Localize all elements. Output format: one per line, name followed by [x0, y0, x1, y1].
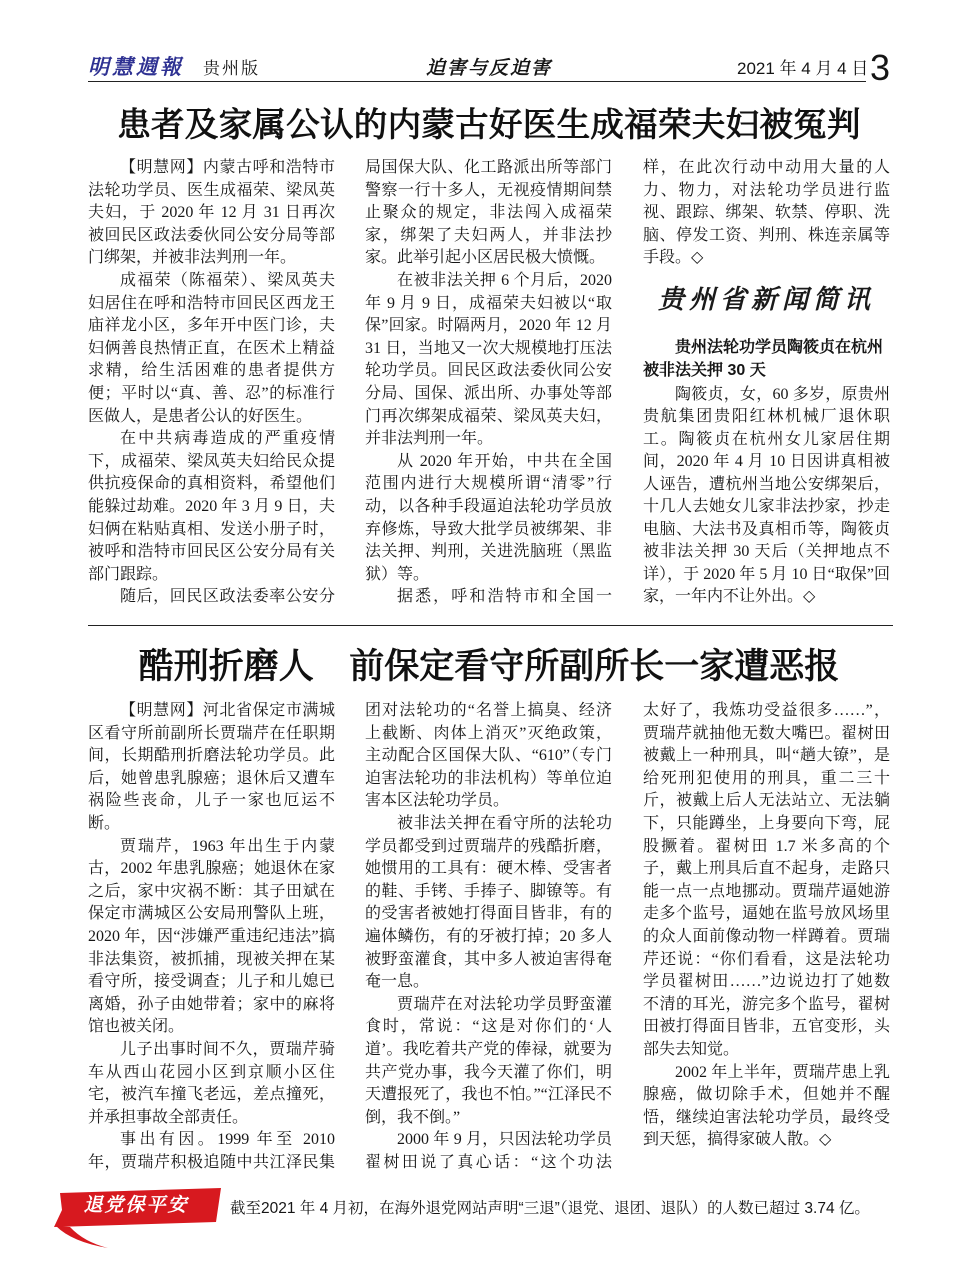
paragraph: 贾瑞芹在对法轮功学员野蛮灌食时，常说：“这是对你们的‘人道’。我吃着共产党的俸禄，就要为共产党办事，我今天灌了你们，明天遭报死了，我也不怕。”“江泽民不倒，我不倒。”: [365, 995, 612, 1126]
article1-column-3: [643, 157, 890, 270]
article1-headline: 患者及家属公认的内蒙古好医生成福荣夫妇被冤判: [117, 107, 861, 144]
article2-column-3: [643, 700, 890, 1152]
paragraph: 2002 年上半年，贾瑞芹患上乳腺癌，做切除手术，但她并不醒悟，继续迫害法轮功学员，最终受到天惩，搞得家破人散。◇: [643, 1063, 890, 1149]
paragraph: 贾瑞芹，1963 年出生于内蒙古，2002 年患乳腺癌；她退休在家之后，家中灾祸不断：其子田斌在保定市满城区公安局刑警队上班，2020 年，因“涉嫌严重违纪违法”搞非法集资，被抓捕，现被关押在某看守所，接受调查；儿子和儿媳已离婚，孙子由她带着；家中的麻将馆也被关闭。: [88, 837, 335, 1036]
page-number: 3: [870, 47, 891, 88]
paragraph-continued: 样，在此次行动中动用大量的人力、物力，对法轮功学员进行监视、跟踪、绑架、软禁、停职、洗脑、停发工资、判刑、株连亲属等手段。◇: [643, 159, 890, 267]
paragraph: 从 2020 年开始，中共在全国范围内进行大规模所谓“清零”行动，以各种手段逼迫法轮功学员放弃修炼，导致大批学员被绑架、非法关押、判刑，关进洗脑班（黑监狱）等。: [365, 452, 612, 583]
article2-column-1: [88, 700, 335, 1174]
paragraph-continued: 团对法轮功的“名誉上搞臭、经济上截断、肉体上消灭”灭绝政策，主动配合区国保大队、“610”（专门迫害法轮功的非法机构）等单位迫害本区法轮功学员。: [365, 702, 612, 810]
paragraph: 儿子出事时间不久，贾瑞芹骑车从西山花园小区到京顺小区住宅，被汽车撞飞老远，差点撞死，并承担事故全部责任。: [88, 1040, 335, 1126]
paragraph: 成福荣（陈福荣）、梁凤英夫妇居住在呼和浩特市回民区西龙王庙祥龙小区，多年开中医门诊，夫妇俩善良热情正直，在医术上精益求精，给生活困难的患者提供方便；平时以“真、善、忍”的标准行医做人，是患者公认的好医生。: [88, 271, 335, 425]
issue-date: 2021 年 4 月 4 日: [737, 59, 869, 78]
paragraph: 陶筱贞，女，60 多岁，原贵州贵航集团贵阳红林机械厂退休职工。陶筱贞在杭州女儿家居住期间，2020 年 4 月 10 日因讲真相被人诬告，遭杭州当地公安绑架后，十几人去她女儿家非法抄家，抄走电脑、大法书及真相币等，陶筱贞被非法关押 30 天后（关押地点不详），于 2020 年 5 月 10 日“取保”回家，一年内不让外出。◇: [643, 386, 890, 606]
footer-banner-label: 退党保平安: [83, 1195, 189, 1216]
masthead-divider: [88, 81, 866, 82]
article1-column-2: [365, 157, 612, 609]
page-section-title: 迫害与反迫害: [425, 58, 552, 79]
paragraph: 2000 年 9 月，只因法轮功学员翟树田说了真心话：“这个功法: [365, 1131, 612, 1171]
news-brief-section-title: 贵州省新闻简讯: [657, 285, 875, 315]
news-brief-body: [643, 384, 890, 609]
masthead-paper-name: 明慧週報: [88, 56, 184, 79]
article2-headline: 酷刑折磨人 前保定看守所副所长一家遭恶报: [138, 647, 840, 686]
paragraph: 【明慧网】河北省保定市满城区看守所前副所长贾瑞芹在任职期间，长期酷刑折磨法轮功学员。此后，她曾患乳腺癌；退休后又遭车祸险些丧命，儿子一家也厄运不断。: [88, 702, 335, 832]
paragraph: 在中共病毒造成的严重疫情下，成福荣、梁凤英夫妇给民众提供抗疫保命的真相资料，希望他们能躲过劫难。2020 年 3 月 9 日，夫妇俩在粘贴真相、发送小册子时，被呼和浩特市回民区公安分局有关部门跟踪。: [88, 430, 335, 583]
paragraph-continued: 局国保大队、化工路派出所等部门警察一行十多人，无视疫情期间禁止聚众的规定，非法闯入成福荣家，绑架了夫妇两人，并非法抄家。此举引起小区居民极大愤慨。: [365, 159, 612, 267]
paragraph: 事出有因。1999 年至 2010 年，贾瑞芹积极追随中共江泽民集: [88, 1131, 335, 1171]
article1-column-1: [88, 157, 335, 609]
article2-column-2: [365, 700, 612, 1174]
footer-notice: 截至2021 年 4 月初，在海外退党网站声明“三退”（退党、退团、退队）的人数已超过 3.74 亿。: [230, 1200, 870, 1217]
paragraph: 【明慧网】内蒙古呼和浩特市法轮功学员、医生成福荣、梁凤英夫妇，于 2020 年 12 月 31 日再次被回民区政法委伙同公安分局等部门绑架，并被非法判刑一年。: [88, 159, 335, 267]
paragraph: 被非法关押在看守所的法轮功学员都受到过贾瑞芹的残酷折磨，她惯用的工具有：硬木棒、受害者的鞋、手铐、手捧子、脚镣等。有的受害者被她打得面目皆非，有的遍体鳞伤，有的牙被打掉；20 多人被野蛮灌食，其中多人被迫害得奄奄一息。: [365, 814, 612, 991]
news-brief-headline: 贵州法轮功学员陶筱贞在杭州被非法关押 30 天: [643, 339, 884, 379]
paragraph-continued: 太好了，我炼功受益很多……”，贾瑞芹就抽他无数大嘴巴。翟树田被戴上一种刑具，叫“趟大镣”，是给死刑犯使用的刑具，重二三十斤，被戴上后人无法站立、无法躺下，只能蹲坐，上身要向下弯，屁股撅着。翟树田 1.7 米多高的个子，戴上刑具后直不起身，走路只能一点一点地挪动。贾瑞芹逼她游走多个监号，逼她在监号放风场里的众人面前像动物一样蹲着。贾瑞芹还说：“你们看看，这是法轮功学员翟树田……”边说边打了她数不清的耳光，游完多个监号，翟树田被打得面目皆非，五官变形，头部失去知觉。: [643, 702, 890, 1058]
paragraph: 随后，回民区政法委率公安分: [120, 588, 335, 606]
masthead-edition: 贵州版: [203, 59, 260, 78]
banner-swoosh: [56, 1226, 108, 1248]
paragraph: 在被非法关押 6 个月后，2020 年 9 月 9 日，成福荣夫妇被以“取保”回家。时隔两月，2020 年 12 月 31 日，当地又一次大规模地打压法轮功学员。回民区政法委伙同公安分局、国保、派出所、办事处等部门再次绑架成福荣、梁凤英夫妇，并非法判刑一年。: [365, 271, 612, 448]
paragraph: 据悉，呼和浩特市和全国一: [397, 588, 612, 606]
section-divider: [88, 625, 893, 626]
